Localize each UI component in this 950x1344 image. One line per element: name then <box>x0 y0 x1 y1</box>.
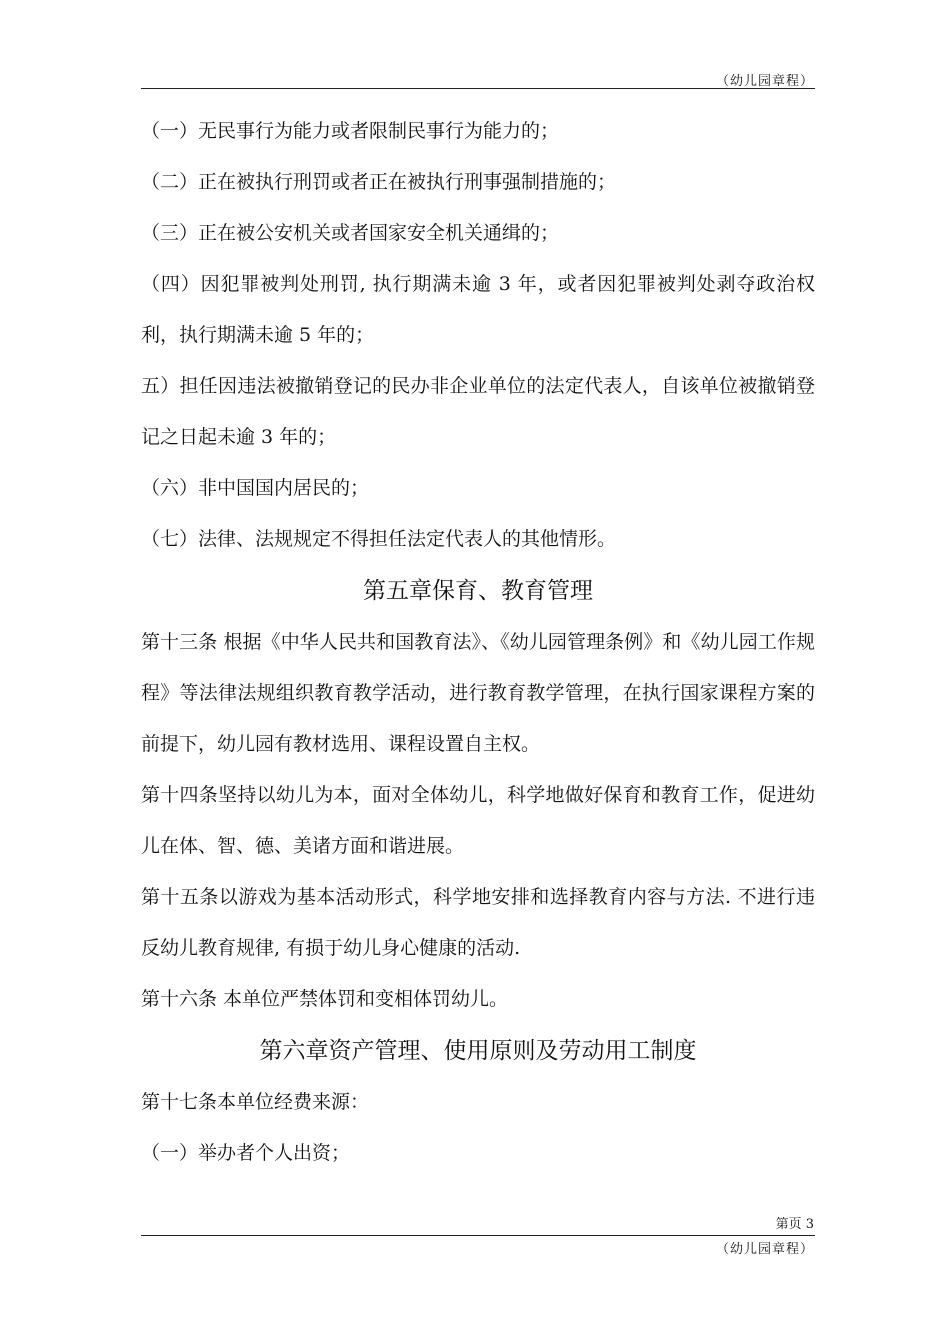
clause-4: （四）因犯罪被判处刑罚, 执行期满未逾 3 年，或者因犯罪被判处剥夺政治权利，执行期满未逾 5 年的； <box>141 273 815 346</box>
article-17: 第十七条本单位经费来源： <box>141 1091 370 1113</box>
footer-label: （幼儿园章程） <box>715 1242 814 1257</box>
clause-3: （三）正在被公安机关或者国家安全机关通缉的； <box>141 222 560 244</box>
chapter-6-heading: 第六章资产管理、使用原则及劳动用工制度 <box>259 1038 697 1064</box>
clause-6: （六）非中国国内居民的； <box>141 477 370 499</box>
clause-7: （七）法律、法规规定不得担任法定代表人的其他情形。 <box>141 528 617 550</box>
article-14: 第十四条坚持以幼儿为本，面对全体幼儿，科学地做好保育和教育工作，促进幼儿在体、智、德、美诸方面和谐进展。 <box>141 784 815 857</box>
header-label: （幼儿园章程） <box>715 74 814 89</box>
page-number: 第页 3 <box>775 1217 814 1232</box>
clause-1: （一）无民事行为能力或者限制民事行为能力的； <box>141 120 560 142</box>
article-15: 第十五条以游戏为基本活动形式，科学地安排和选择教育内容与方法. 不进行违反幼儿教育规律, 有损于幼儿身心健康的活动. <box>141 886 815 959</box>
article-13: 第十三条 根据《中华人民共和国教育法》、《幼儿园管理条例》和《幼儿园工作规程》等法律法规组织教育教学活动，进行教育教学管理，在执行国家课程方案的前提下，幼儿园有教材选用、课程设置自主权。 <box>141 631 815 755</box>
article-16: 第十六条 本单位严禁体罚和变相体罚幼儿。 <box>141 988 509 1010</box>
clause-5: 五）担任因违法被撤销登记的民办非企业单位的法定代表人，自该单位被撤销登记之日起未逾 3 年的； <box>141 375 815 448</box>
document-body <box>141 106 815 1179</box>
clause-2: （二）正在被执行刑罚或者正在被执行刑事强制措施的； <box>141 171 617 193</box>
chapter-5-heading: 第五章保育、教育管理 <box>363 578 593 604</box>
header-rule <box>141 88 815 89</box>
article-17-clause-1: （一）举办者个人出资； <box>141 1142 351 1164</box>
footer-rule <box>141 1235 815 1236</box>
